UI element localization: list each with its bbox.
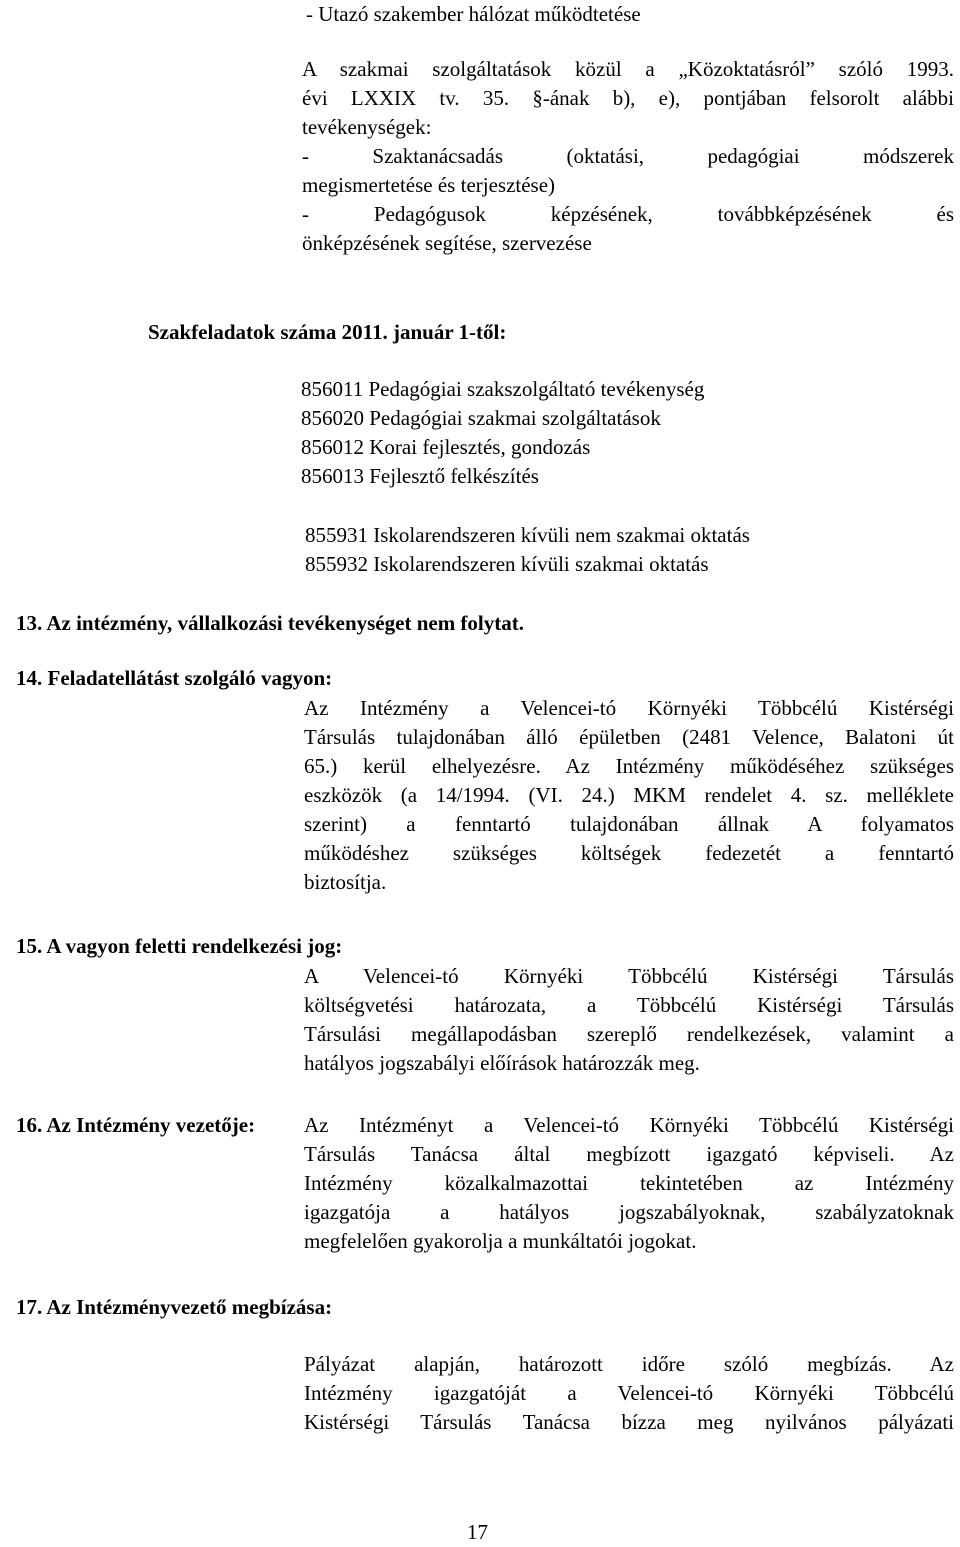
section-14-body <box>304 694 954 897</box>
paragraph-line: szerint) a fenntartó tulajdonában állnak A folyamatos <box>304 812 954 836</box>
section-17-heading: 17. Az Intézményvezető megbízása: <box>16 1295 333 1319</box>
services-paragraph <box>302 55 954 258</box>
paragraph-line: működéshez szükséges költségek fedezetét a fenntartó <box>304 841 954 865</box>
task-codes-list <box>301 375 704 491</box>
paragraph-line: önképzésének segítése, szervezése <box>302 231 592 255</box>
paragraph-line: eszközök (a 14/1994. (VI. 24.) MKM rendelet 4. sz. melléklete <box>304 783 954 807</box>
task-code-item: 856013 Fejlesztő felkészítés <box>301 464 539 488</box>
paragraph-line: - Pedagógusok képzésének, továbbképzésének és <box>302 202 954 226</box>
paragraph-line: 65.) kerül elhelyezésre. Az Intézmény működéséhez szükséges <box>304 754 954 778</box>
section-14-heading: 14. Feladatellátást szolgáló vagyon: <box>16 666 333 690</box>
section-16-heading: 16. Az Intézmény vezetője: <box>16 1113 256 1137</box>
list-item: - Utazó szakember hálózat működtetése <box>306 2 641 26</box>
paragraph-line: A Velencei-tó Környéki Többcélú Kistérségi Társulás <box>304 964 954 988</box>
task-code-item: 855932 Iskolarendszeren kívüli szakmai oktatás <box>305 552 709 576</box>
paragraph-line: Az Intézményt a Velencei-tó Környéki Többcélú Kistérségi <box>304 1113 954 1137</box>
paragraph-line: - Szaktanácsadás (oktatási, pedagógiai módszerek <box>302 144 954 168</box>
section-15-body <box>304 962 954 1078</box>
tasks-heading: Szakfeladatok száma 2011. január 1-től: <box>148 320 507 344</box>
paragraph-line: Intézmény igazgatóját a Velencei-tó Környéki Többcélú <box>304 1381 954 1405</box>
paragraph-line: Intézmény közalkalmazottai tekintetében az Intézmény <box>304 1171 954 1195</box>
paragraph-line: tevékenységek: <box>302 115 432 139</box>
task-code-item: 856020 Pedagógiai szakmai szolgáltatások <box>301 406 661 430</box>
task-code-item: 856011 Pedagógiai szakszolgáltató tevékenység <box>301 377 705 401</box>
paragraph-line: Az Intézmény a Velencei-tó Környéki Többcélú Kistérségi <box>304 696 954 720</box>
section-13-heading: 13. Az intézmény, vállalkozási tevékenységet nem folytat. <box>16 611 524 635</box>
task-code-item: 856012 Korai fejlesztés, gondozás <box>301 435 591 459</box>
paragraph-line: A szakmai szolgáltatások közül a „Közoktatásról” szóló 1993. <box>302 57 954 81</box>
paragraph-line: megfelelően gyakorolja a munkáltatói jogokat. <box>304 1229 697 1253</box>
paragraph-line: évi LXXIX tv. 35. §-ának b), e), pontjában felsorolt alábbi <box>302 86 954 110</box>
paragraph-line: megismertetése és terjesztése) <box>302 173 556 197</box>
paragraph-line: Társulás Tanácsa által megbízott igazgató képviseli. Az <box>304 1142 954 1166</box>
paragraph-line: Társulási megállapodásban szereplő rendelkezések, valamint a <box>304 1022 954 1046</box>
section-16-body <box>304 1111 954 1256</box>
paragraph-line: hatályos jogszabályi előírások határozzák meg. <box>304 1051 700 1075</box>
paragraph-line: Társulás tulajdonában álló épületben (2481 Velence, Balatoni út <box>304 725 954 749</box>
task-codes-list <box>305 521 750 579</box>
paragraph-line: biztosítja. <box>304 870 387 894</box>
paragraph-line: költségvetési határozata, a Többcélú Kistérségi Társulás <box>304 993 954 1017</box>
page-number: 17 <box>467 1520 488 1544</box>
paragraph-line: Kistérségi Társulás Tanácsa bízza meg nyilvános pályázati <box>304 1410 954 1434</box>
section-15-heading: 15. A vagyon feletti rendelkezési jog: <box>16 934 343 958</box>
paragraph-line: igazgatója a hatályos jogszabályoknak, szabályzatoknak <box>304 1200 954 1224</box>
task-code-item: 855931 Iskolarendszeren kívüli nem szakmai oktatás <box>305 523 750 547</box>
section-17-body <box>304 1350 954 1437</box>
paragraph-line: Pályázat alapján, határozott időre szóló megbízás. Az <box>304 1352 954 1376</box>
